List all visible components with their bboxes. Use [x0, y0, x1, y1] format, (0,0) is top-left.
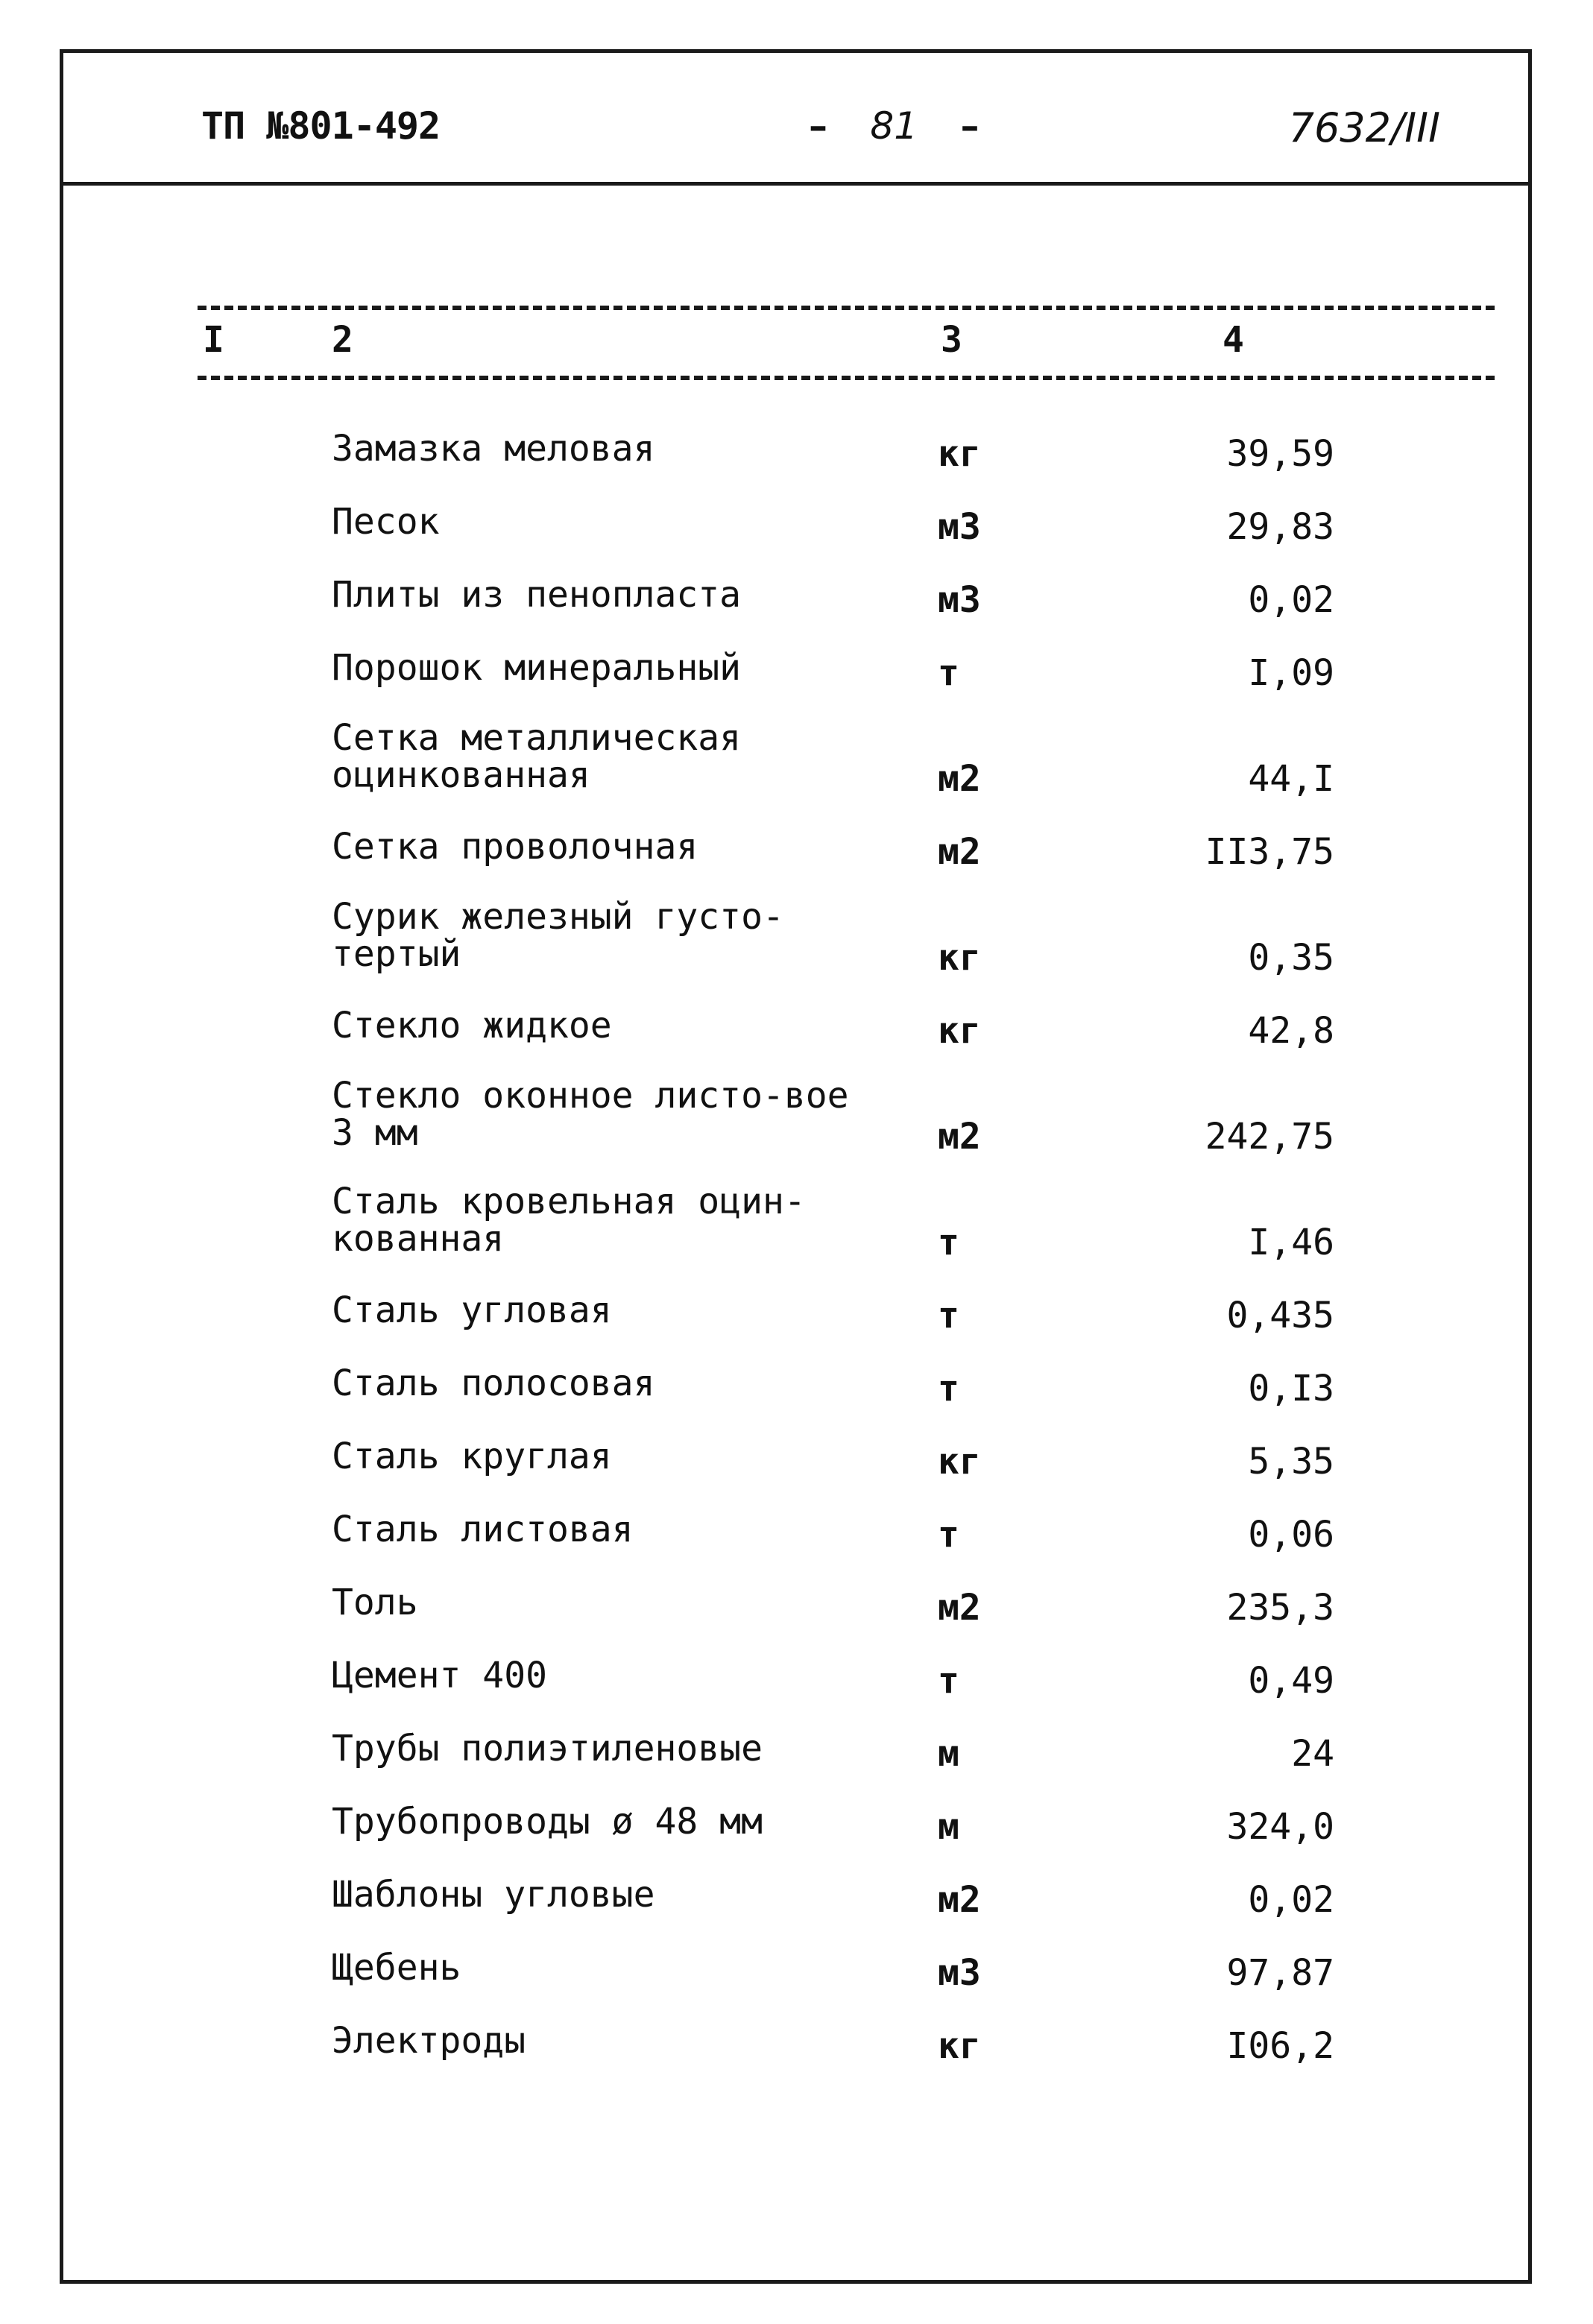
- table-row: [0, 421, 1593, 494]
- material-quantity: 324,0: [1226, 1806, 1334, 1848]
- material-name: Трубы полиэтиленовые: [332, 1728, 763, 1769]
- material-name: Электроды: [332, 2020, 526, 2062]
- table-row: [0, 640, 1593, 713]
- table-row: [0, 1867, 1593, 1940]
- material-name: Сетка проволочная: [332, 826, 698, 868]
- material-name: Толь: [332, 1582, 418, 1623]
- material-quantity: 29,83: [1226, 506, 1334, 548]
- column-header-1: I: [203, 319, 224, 361]
- material-unit: кг: [938, 1441, 981, 1483]
- material-name: Плиты из пенопласта: [332, 574, 742, 616]
- material-unit: м3: [938, 506, 981, 548]
- material-quantity: 242,75: [1205, 1116, 1334, 1158]
- material-quantity: I,09: [1248, 652, 1334, 694]
- material-unit: кг: [938, 433, 981, 475]
- material-unit: т: [938, 1660, 959, 1702]
- table-row: [0, 1356, 1593, 1429]
- table-row: [0, 892, 1593, 998]
- column-header-3: 3: [941, 319, 962, 361]
- table-row: [0, 713, 1593, 819]
- material-name: Сетка металлическая оцинкованная: [332, 717, 742, 796]
- material-unit: т: [938, 1514, 959, 1556]
- material-name: Цемент 400: [332, 1655, 547, 1696]
- table-row: [0, 1794, 1593, 1867]
- material-quantity: 44,I: [1248, 758, 1334, 800]
- table-row: [0, 1940, 1593, 2013]
- material-quantity: 0,I3: [1248, 1368, 1334, 1409]
- material-quantity: 0,35: [1248, 937, 1334, 979]
- table-row: [0, 494, 1593, 567]
- material-name: Песок: [332, 501, 440, 543]
- table-row: [0, 1575, 1593, 1648]
- material-name: Порошок минеральный: [332, 647, 742, 689]
- column-header-4: 4: [1223, 319, 1244, 361]
- material-unit: м2: [938, 831, 981, 873]
- page-number: – 81 –: [809, 104, 979, 148]
- material-quantity: 24: [1291, 1733, 1334, 1775]
- material-quantity: II3,75: [1205, 831, 1334, 873]
- table-row: [0, 998, 1593, 1071]
- table-row: [0, 1071, 1593, 1177]
- table-row: [0, 1429, 1593, 1502]
- table-header-dashed-rule: [198, 376, 1495, 380]
- material-unit: кг: [938, 937, 981, 979]
- material-name: Замазка меловая: [332, 428, 655, 470]
- material-unit: м2: [938, 1587, 981, 1629]
- material-unit: м2: [938, 758, 981, 800]
- column-header-2: 2: [332, 319, 353, 361]
- material-quantity: I06,2: [1226, 2025, 1334, 2067]
- material-name: Сталь листовая: [332, 1509, 634, 1550]
- material-unit: т: [938, 1222, 959, 1263]
- material-unit: т: [938, 1295, 959, 1336]
- material-unit: т: [938, 652, 959, 694]
- material-unit: кг: [938, 2025, 981, 2067]
- table-row: [0, 1721, 1593, 1794]
- material-quantity: 0,49: [1248, 1660, 1334, 1702]
- material-quantity: 0,02: [1248, 1879, 1334, 1921]
- table-row: [0, 567, 1593, 640]
- material-quantity: 0,06: [1248, 1514, 1334, 1556]
- material-quantity: 97,87: [1226, 1952, 1334, 1994]
- material-name: Шаблоны угловые: [332, 1874, 655, 1916]
- material-unit: м2: [938, 1879, 981, 1921]
- header-divider: [60, 182, 1532, 186]
- material-name: Сталь угловая: [332, 1289, 612, 1331]
- table-row: [0, 1177, 1593, 1283]
- materials-table-body: [0, 421, 1593, 2086]
- material-quantity: 235,3: [1226, 1587, 1334, 1629]
- material-name: Стекло оконное листо-вое 3 мм: [332, 1075, 849, 1154]
- material-quantity: 42,8: [1248, 1010, 1334, 1052]
- material-unit: м: [938, 1806, 959, 1848]
- table-row: [0, 819, 1593, 892]
- material-name: Сталь круглая: [332, 1436, 612, 1477]
- table-row: [0, 1502, 1593, 1575]
- material-name: Щебень: [332, 1947, 461, 1989]
- material-unit: м2: [938, 1116, 981, 1158]
- material-quantity: 39,59: [1226, 433, 1334, 475]
- sheet-reference: 7632/III: [1288, 104, 1440, 151]
- table-row: [0, 1283, 1593, 1356]
- material-unit: т: [938, 1368, 959, 1409]
- material-unit: м: [938, 1733, 959, 1775]
- material-unit: м3: [938, 1952, 981, 1994]
- material-quantity: 0,02: [1248, 579, 1334, 621]
- material-quantity: 0,435: [1226, 1295, 1334, 1336]
- material-unit: м3: [938, 579, 981, 621]
- table-row: [0, 2013, 1593, 2086]
- material-name: Сурик железный густо-тертый: [332, 896, 784, 975]
- material-name: Трубопроводы ø 48 мм: [332, 1801, 763, 1843]
- table-top-dashed-rule: [198, 306, 1495, 310]
- document-code: ТП №801-492: [201, 104, 441, 148]
- material-name: Сталь полосовая: [332, 1362, 655, 1404]
- material-unit: кг: [938, 1010, 981, 1052]
- material-name: Сталь кровельная оцин-кованная: [332, 1181, 806, 1260]
- table-row: [0, 1648, 1593, 1721]
- material-quantity: I,46: [1248, 1222, 1334, 1263]
- material-name: Стекло жидкое: [332, 1005, 612, 1046]
- material-quantity: 5,35: [1248, 1441, 1334, 1483]
